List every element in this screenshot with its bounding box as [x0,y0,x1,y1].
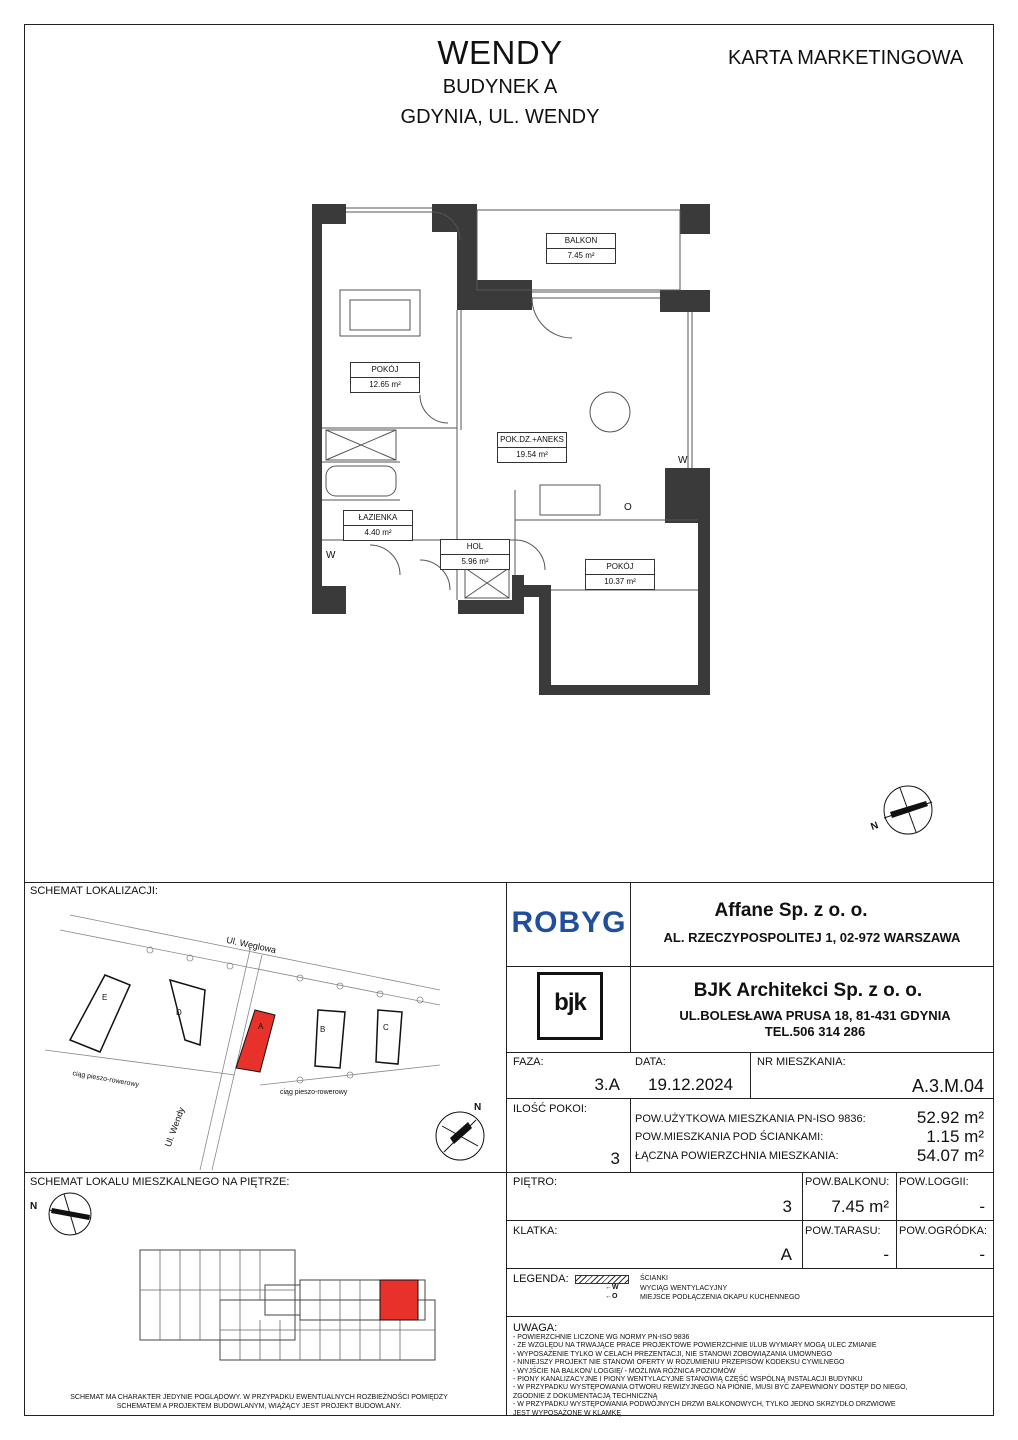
architect-phone: TEL.506 314 286 [764,1024,866,1039]
compass-floor-icon [40,1192,96,1240]
room-living-kitchen [497,432,567,463]
hood-marker: O [624,502,632,513]
legend-item-walls: ŚCIANKI [640,1275,669,1282]
note-line: ZGODNIE Z DOKUMENTACJĄ TECHNICZNĄ [513,1392,658,1400]
pow-uzytkowa-value: 52.92 m² [916,1108,984,1127]
vent-marker-kitchen: W [678,455,688,466]
legend-item-vent: WYCIĄG WENTYLACYJNY [640,1285,728,1292]
path-label-1: ciąg pieszo-rowerowy [71,1070,140,1089]
room-balcony [546,233,616,264]
divider [630,1098,631,1172]
note-line: JEST WYPOSAŻONE W KLAMKĘ [513,1409,622,1417]
klatka-label: KLATKA: [513,1225,558,1237]
divider [506,966,994,967]
notes-list [513,1334,908,1418]
room-hall [440,539,510,570]
room-name: POKÓJ [371,365,399,374]
location-title: SCHEMAT LOKALIZACJI: [30,885,158,897]
divider [506,1220,994,1221]
legend-w-marker: ←W [605,1284,619,1291]
project-address: GDYNIA, UL. WENDY [400,106,600,128]
compass-floor-n: N [30,1201,38,1212]
building-label-c: C [383,1023,389,1032]
divider [750,1052,751,1098]
floor-scheme-disclaimer-2: SCHEMATEM A PROJEKTEM BUDOWLANYM, WIĄŻĄCY JEST PROJEKT BUDOWLANY. [116,1403,402,1410]
note-line: - ZE WZGLĘDU NA TRWAJĄCE PRACE PROJEKTOWE POWIERZCHNIE I/LUB WYMIARY MOGĄ ULEC ZMIANIE [513,1342,877,1350]
legend-hatch-swatch [575,1275,629,1284]
room-area: 7.45 m² [547,248,615,263]
room-name: POKÓJ [606,562,634,571]
building-label-e: E [102,993,108,1002]
note-line: - WYPOSAŻENIE TYLKO W CELACH PREZENTACJI, NIE STANOWI ZOBOWIĄZANIA UMOWNEGO [513,1350,832,1358]
note-line: - W PRZYPADKU WYSTĘPOWANIA OTWORU REWIZYJNEGO NA PIONIE, MUSI BYĆ ZAPEWNIONY DOSTĘP DO NIEGO, [513,1384,908,1392]
divider [506,882,507,1416]
taras-label: POW.TARASU: [805,1225,881,1237]
floor-scheme-disclaimer-1: SCHEMAT MA CHARAKTER JEDYNIE POGLĄDOWY. W PRZYPADKU EWENTUALNYCH ROZBIEŻNOŚCI POMIĘDZY [70,1394,448,1401]
robyg-logo: ROBYG [511,906,627,939]
balkon-label: POW.BALKONU: [805,1176,890,1188]
nr-label: NR MIESZKANIA: [757,1056,846,1068]
developer-name: Affane Sp. z o. o. [714,900,868,921]
bjk-logo [537,972,603,1040]
pietro-value: 3 [782,1197,792,1216]
room-area: 19.54 m² [498,447,566,462]
legend-w-letter: W [612,1284,619,1291]
balkon-value: 7.45 m² [831,1197,889,1216]
room-area: 5.96 m² [441,554,509,569]
project-title: WENDY [437,34,563,71]
note-line: - NINIEJSZY PROJEKT NIE STANOWI OFERTY W ROZUMIENIU PRZEPISÓW KODEKSU CYWILNEGO [513,1359,845,1367]
faza-label: FAZA: [513,1056,544,1068]
street-wendy: Ul. Wendy [162,1105,187,1149]
klatka-value: A [780,1245,792,1264]
pokoje-value: 3 [610,1149,620,1168]
data-value: 19.12.2024 [648,1075,734,1094]
legend-item-hood: MIEJSCE PODŁĄCZENIA OKAPU KUCHENNEGO [640,1294,800,1301]
vent-marker-bath: W [326,550,336,561]
room-bathroom [343,510,413,541]
developer-address: AL. RZECZYPOSPOLITEJ 1, 02-972 WARSZAWA [663,930,961,945]
path-label-2: ciąg pieszo-rowerowy [280,1089,348,1096]
notes-title: UWAGA: [513,1322,558,1334]
ogrodek-value: - [979,1245,985,1264]
loggia-label: POW.LOGGII: [899,1176,969,1188]
compass-location-n: N [474,1102,482,1113]
room-area: 4.40 m² [344,525,412,540]
divider [24,1172,994,1173]
divider [24,882,994,883]
ogrodek-label: POW.OGRÓDKA: [899,1225,988,1237]
architect-name: BJK Architekci Sp. z o. o. [693,980,923,1001]
pow-laczna-label: ŁĄCZNA POWIERZCHNIA MIESZKANIA: [635,1150,839,1162]
legend-title: LEGENDA: [513,1273,569,1285]
pietro-label: PIĘTRO: [513,1176,558,1188]
room-name: ŁAZIENKA [358,513,398,522]
divider [506,1268,994,1269]
pow-uzytkowa-label: POW.UŻYTKOWA MIESZKANIA PN-ISO 9836: [635,1113,866,1125]
building-label-d: D [176,1008,182,1017]
document-type: KARTA MARKETINGOWA [728,47,964,69]
room-area: 10.37 m² [586,574,654,589]
building-label-b: B [320,1025,326,1034]
pow-laczna-value: 54.07 m² [916,1146,984,1165]
note-line: - PIONY KANALIZACYJNE I PIONY WENTYLACYJNE STANOWIĄ CZĘŚĆ WSPÓLNĄ INSTALACJI BUDYNKU [513,1376,863,1384]
floor-scheme-plan [130,1245,440,1375]
divider [506,1098,994,1099]
legend-o-letter: O [612,1293,618,1300]
compass-location-icon [432,1108,490,1166]
bjk-logo-text: bjk [554,989,586,1016]
note-line: - W PRZYPADKU WYSTĘPOWANIA PODWÓJNYCH DRZWI BALKONOWYCH, TYLKO JEDNO SKRZYDŁO DRZWIOWE [513,1401,896,1409]
loggia-value: - [979,1197,985,1216]
room-name: HOL [466,542,484,551]
pow-scianki-value: 1.15 m² [926,1127,984,1146]
note-line: - POWIERZCHNIE LICZONE WG NORMY PN-ISO 9836 [513,1334,690,1341]
legend-o-marker: ←O [605,1293,618,1300]
note-line: - WYJŚCIE NA BALKON/ LOGGIĘ/ - MOŻLIWA RÓŻNICA POZIOMÓW [513,1367,736,1375]
room-area: 12.65 m² [351,377,419,392]
architect-address: UL.BOLESŁAWA PRUSA 18, 81-431 GDYNIA [679,1008,951,1023]
divider [506,1316,994,1317]
room-name: POK.DZ.+ANEKS [500,435,564,444]
data-label: DATA: [635,1056,666,1068]
room-name: BALKON [564,236,598,245]
compass-main-n: N [869,820,880,833]
building-name: BUDYNEK A [442,76,558,98]
street-weglowa: Ul. Węglowa [225,934,278,956]
pokoje-label: ILOŚĆ POKOI: [513,1103,587,1115]
nr-value: A.3.M.04 [911,1076,984,1096]
faza-value: 3.A [594,1075,620,1094]
building-label-a: A [258,1022,264,1031]
taras-value: - [883,1245,889,1264]
room-bedroom-1 [350,362,420,393]
room-bedroom-2 [585,559,655,590]
floor-scheme-title: SCHEMAT LOKALU MIESZKALNEGO NA PIĘTRZE: [30,1176,290,1188]
pow-scianki-label: POW.MIESZKANIA POD ŚCIANKAMI: [635,1131,824,1143]
